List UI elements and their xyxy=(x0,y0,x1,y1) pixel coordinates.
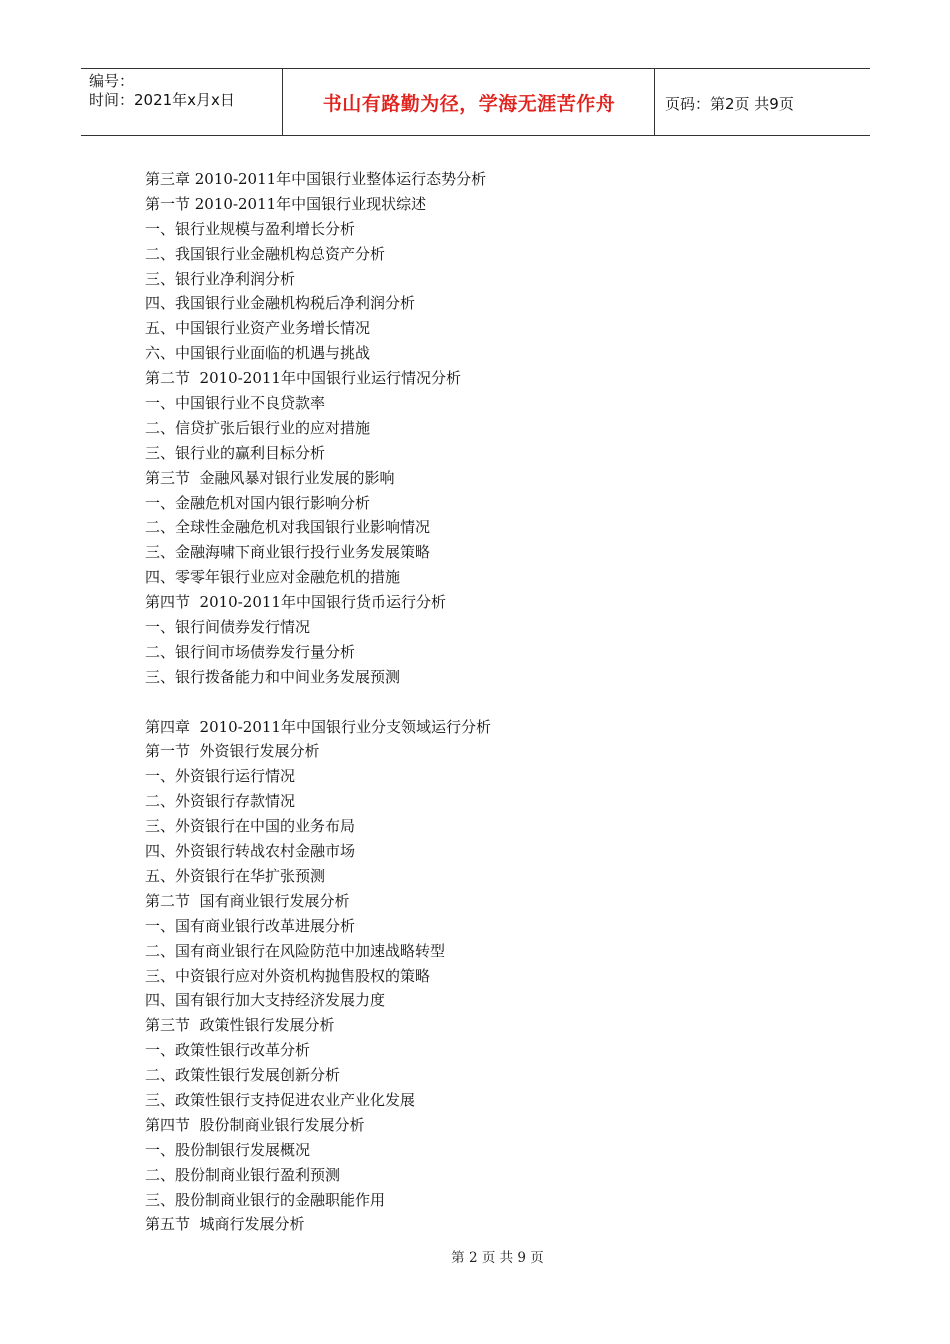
toc-line: 第一节 2010-2011年中国银行业现状综述 xyxy=(145,194,427,213)
page-footer: 第 2 页 共 9 页 xyxy=(451,1250,544,1266)
page-header xyxy=(81,68,870,136)
toc-line: 三、中资银行应对外资机构抛售股权的策略 xyxy=(145,966,431,985)
toc-line: 三、股份制商业银行的金融职能作用 xyxy=(145,1190,386,1209)
toc-line: 四、我国银行业金融机构税后净利润分析 xyxy=(145,294,416,313)
toc-line: 一、外资银行运行情况 xyxy=(145,767,296,786)
toc-line: 三、政策性银行支持促进农业产业化发展 xyxy=(145,1090,416,1109)
toc-line: 三、银行拨备能力和中间业务发展预测 xyxy=(145,667,401,686)
toc-line: 第四章 2010-2011年中国银行业分支领域运行分析 xyxy=(145,717,491,736)
toc-line: 一、中国银行业不良贷款率 xyxy=(145,394,326,413)
toc-line: 第二节 2010-2011年中国银行业运行情况分析 xyxy=(145,369,461,388)
toc-line: 第四节 股份制商业银行发展分析 xyxy=(145,1115,365,1134)
toc-line: 三、银行业的赢利目标分析 xyxy=(145,443,326,462)
toc-line: 四、零零年银行业应对金融危机的措施 xyxy=(145,568,401,587)
blank-line xyxy=(145,690,491,715)
toc-line: 一、金融危机对国内银行影响分析 xyxy=(145,493,371,512)
toc-line: 一、国有商业银行改革进展分析 xyxy=(145,916,356,935)
header-motto: 书山有路勤为径，学海无涯苦作舟 xyxy=(322,93,616,115)
toc-line: 一、政策性银行改革分析 xyxy=(145,1041,311,1060)
table-of-contents xyxy=(145,167,491,1237)
toc-line: 二、信贷扩张后银行业的应对措施 xyxy=(145,418,371,437)
toc-line: 第四节 2010-2011年中国银行货币运行分析 xyxy=(145,593,446,612)
toc-line: 二、我国银行业金融机构总资产分析 xyxy=(145,244,386,263)
toc-line: 二、银行间市场债券发行量分析 xyxy=(145,642,356,661)
toc-line: 第二节 国有商业银行发展分析 xyxy=(145,891,350,910)
toc-line: 五、外资银行在华扩张预测 xyxy=(145,866,326,885)
header-page-info: 页码：第2页 共9页 xyxy=(665,95,794,113)
toc-line: 二、政策性银行发展创新分析 xyxy=(145,1066,341,1085)
toc-line: 六、中国银行业面临的机遇与挑战 xyxy=(145,344,371,363)
toc-line: 一、银行间债券发行情况 xyxy=(145,618,311,637)
header-meta xyxy=(89,72,235,110)
toc-line: 第三节 金融风暴对银行业发展的影响 xyxy=(145,468,395,487)
toc-line: 二、外资银行存款情况 xyxy=(145,792,296,811)
document-number-label: 编号： xyxy=(89,72,135,90)
toc-line: 三、金融海啸下商业银行投行业务发展策略 xyxy=(145,543,431,562)
toc-line: 三、外资银行在中国的业务布局 xyxy=(145,817,356,836)
toc-line: 第五节 城商行发展分析 xyxy=(145,1215,305,1234)
toc-line: 一、股份制银行发展概况 xyxy=(145,1140,311,1159)
toc-line: 第三节 政策性银行发展分析 xyxy=(145,1016,335,1035)
toc-line: 第三章 2010-2011年中国银行业整体运行态势分析 xyxy=(145,170,487,188)
toc-line: 二、股份制商业银行盈利预测 xyxy=(145,1165,341,1184)
toc-line: 二、全球性金融危机对我国银行业影响情况 xyxy=(145,518,431,537)
toc-line: 二、国有商业银行在风险防范中加速战略转型 xyxy=(145,941,446,960)
toc-line: 五、中国银行业资产业务增长情况 xyxy=(145,319,371,338)
toc-line: 第一节 外资银行发展分析 xyxy=(145,742,320,761)
header-divider xyxy=(654,69,655,136)
toc-line: 四、国有银行加大支持经济发展力度 xyxy=(145,991,386,1010)
toc-line: 四、外资银行转战农村金融市场 xyxy=(145,842,356,861)
toc-line: 一、银行业规模与盈利增长分析 xyxy=(145,219,356,238)
document-date-label: 时间：2021年x月x日 xyxy=(89,91,235,109)
toc-line: 三、银行业净利润分析 xyxy=(145,269,296,288)
